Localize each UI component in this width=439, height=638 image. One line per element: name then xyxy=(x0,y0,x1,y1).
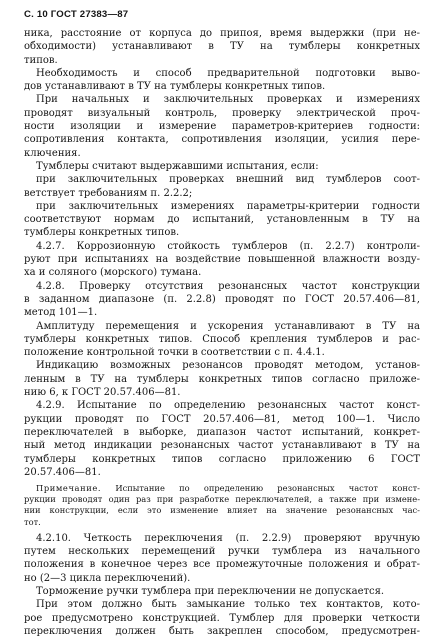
text-line: при заключительных измерениях параметры-критерии годности xyxy=(36,200,420,212)
text-line: соответствуют нормам до испытаний, установленным в ТУ на xyxy=(24,214,420,226)
text-line: ности изоляции и измерение параметров-критериев годности: xyxy=(24,121,420,133)
text-line: Амплитуду перемещения и ускорения устанавливают в ТУ на xyxy=(36,320,420,332)
text-line: в заданном диапазоне (п. 2.2.8) проводят по ГОСТ 20.57.406—81, xyxy=(24,293,420,305)
text-line: путем нескольких перемещений ручки тумблера из начального xyxy=(24,546,420,558)
note-label: Примечание. xyxy=(36,483,102,494)
text-line: Индикацию возможных резонансов проводят методом, установ- xyxy=(36,360,420,372)
text-line: дов устанавливают в ТУ на тумблеры конкретных типов. xyxy=(24,81,326,93)
text-line: проводят визуальный контроль, проверку электрической проч- xyxy=(24,107,420,119)
text-line: Необходимость и способ предварительной подготовки выво- xyxy=(36,67,420,79)
text-line: рукции проводят по ГОСТ 20.57.406—81, метод 100—1. Число xyxy=(24,413,420,425)
text-line: Торможение ручки тумблера при переключении не допускается. xyxy=(36,586,385,598)
text-line: Тумблеры считают выдержавшими испытания, если: xyxy=(36,160,319,172)
text-line: ха и соляного (морского) тумана. xyxy=(24,267,202,279)
text-line: положение контрольной точки в соответствии с п. 4.4.1. xyxy=(24,347,325,359)
text-line: 20.57.406—81. xyxy=(24,466,101,478)
note-first-line xyxy=(24,483,420,494)
text-line: метод 101—1. xyxy=(24,307,98,319)
text-line: положения в конечное через все промежуточные положения и обрат- xyxy=(24,559,420,571)
text-line: тумблеры конкретных типов. xyxy=(24,227,180,239)
text-line: При этом должно быть замыкание только тех контактов, кото- xyxy=(36,599,420,611)
text-line: 4.2.8. Проверку отсутствия резонансных частот конструкции xyxy=(36,280,420,292)
text-line: нии конструкции, если это изменение влияет на значение резонансных час- xyxy=(24,505,420,516)
text-line: тот. xyxy=(24,516,41,527)
text-line: обходимости) устанавливают в ТУ на тумблеры конкретных xyxy=(24,41,420,53)
text-line: переключения должен быть закреплен способом, предусмотрен- xyxy=(24,625,420,637)
text-line: ветствует требованиям п. 2.2.2; xyxy=(24,187,193,199)
text-line: сопротивления контакта, сопротивления изоляции, усилия пере- xyxy=(24,134,420,146)
text-line: 4.2.10. Четкость переключения (п. 2.2.9) проверяют вручную xyxy=(36,532,420,544)
text-line: переключателей в выборке, диапазон частот испытаний, конкрет- xyxy=(24,426,420,438)
text-line: тумблеры конкретных типов. Способ крепления тумблеров и рас- xyxy=(24,333,420,345)
text-line: но (2—3 цикла переключений). xyxy=(24,572,191,584)
paragraphs-block-2 xyxy=(24,532,420,638)
note-lines xyxy=(24,494,420,528)
text-line: рое предусмотрено конструкцией. Тумблер для проверки четкости xyxy=(24,612,420,624)
text-line: При начальных и заключительных проверках и измерениях xyxy=(36,94,420,106)
text-line: рукции проводят один раз при разработке переключателей, а также при измене- xyxy=(24,494,420,505)
text-line: 4.2.7. Коррозионную стойкость тумблеров (п. 2.2.7) контроли- xyxy=(36,240,420,252)
text-line: ленным в ТУ на тумблеры конкретных типов согласно приложе- xyxy=(24,373,420,385)
note-first-text: Испытание по определению резонансных частот конст- xyxy=(115,483,420,494)
text-line: ключения. xyxy=(24,147,81,159)
body-text xyxy=(24,27,420,638)
text-line: ника, расстояние от корпуса до припоя, время выдержки (при не- xyxy=(24,28,420,39)
note-block xyxy=(24,483,420,528)
paragraphs-block-1 xyxy=(24,27,420,479)
text-line: нию 6, к ГОСТ 20.57.406—81. xyxy=(24,387,181,399)
page-header: С. 10 ГОСТ 27383—87 xyxy=(24,9,129,20)
text-line: тумблеры конкретных типов согласно приложению 6 ГОСТ xyxy=(24,453,420,465)
text-line: 4.2.9. Испытание по определению резонансных частот конст- xyxy=(36,400,420,412)
text-line: ный метод индикации резонансных частот устанавливают в ТУ на xyxy=(24,440,420,452)
text-line: типов. xyxy=(24,54,58,66)
text-line: при заключительных проверках внешний вид тумблеров соот- xyxy=(36,174,420,186)
text-line: руют при испытаниях на воздействие повышенной влажности возду- xyxy=(24,254,420,266)
